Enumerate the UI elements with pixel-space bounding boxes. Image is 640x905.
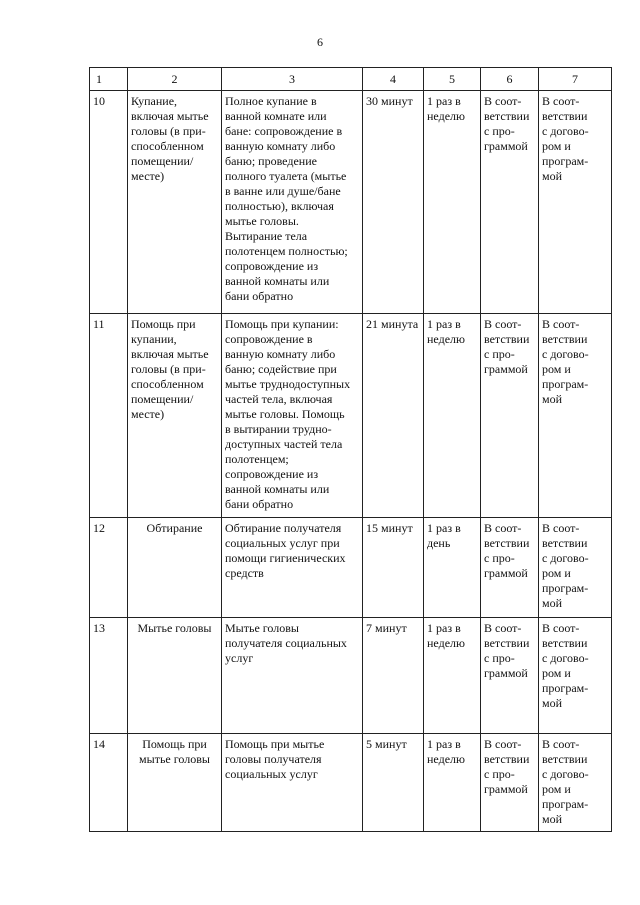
time-norm-cell: 5 минут — [363, 734, 424, 832]
frequency-cell: 1 раз в неделю — [424, 734, 481, 832]
program-cell: В соот- ветствии с про- граммой — [481, 734, 539, 832]
contract-cell: В соот- ветствии с догово- ром и програм- мой — [539, 618, 612, 734]
time-norm-cell: 15 минут — [363, 518, 424, 618]
service-description-cell: Полное купание в ванной комнате или бане: сопровождение в ванную комнату либо баню; проведение полного туалета (мытье в ванне или душе/бане полностью), включая мытье головы. Вытирание тела полотенцем полностью; сопровождение из ванной комнаты или бани обратно — [222, 91, 363, 314]
table-row — [90, 91, 612, 314]
frequency-cell: 1 раз в день — [424, 518, 481, 618]
service-description-cell: Обтирание получателя социальных услуг при помощи гигиенических средств — [222, 518, 363, 618]
service-name-cell: Мытье головы — [128, 618, 222, 734]
services-table — [89, 67, 612, 832]
header-cell-7: 7 — [539, 68, 612, 91]
service-name-cell: Помощь при купании, включая мытье головы (в при- способленном помещении/ месте) — [128, 314, 222, 518]
header-cell-4: 4 — [363, 68, 424, 91]
contract-cell: В соот- ветствии с догово- ром и програм- мой — [539, 314, 612, 518]
program-cell: В соот- ветствии с про- граммой — [481, 518, 539, 618]
header-cell-3: 3 — [222, 68, 363, 91]
table-row — [90, 314, 612, 518]
table-row — [90, 518, 612, 618]
header-cell-5: 5 — [424, 68, 481, 91]
service-name-cell: Обтирание — [128, 518, 222, 618]
program-cell: В соот- ветствии с про- граммой — [481, 91, 539, 314]
table-row — [90, 618, 612, 734]
row-number-cell: 13 — [90, 618, 128, 734]
time-norm-cell: 21 минута — [363, 314, 424, 518]
table-header-row — [90, 68, 612, 91]
program-cell: В соот- ветствии с про- граммой — [481, 618, 539, 734]
service-description-cell: Помощь при мытье головы получателя социальных услуг — [222, 734, 363, 832]
time-norm-cell: 30 минут — [363, 91, 424, 314]
program-cell: В соот- ветствии с про- граммой — [481, 314, 539, 518]
contract-cell: В соот- ветствии с догово- ром и програм- мой — [539, 518, 612, 618]
frequency-cell: 1 раз в неделю — [424, 91, 481, 314]
service-name-cell: Помощь при мытье головы — [128, 734, 222, 832]
frequency-cell: 1 раз в неделю — [424, 314, 481, 518]
row-number-cell: 12 — [90, 518, 128, 618]
row-number-cell: 14 — [90, 734, 128, 832]
frequency-cell: 1 раз в неделю — [424, 618, 481, 734]
service-description-cell: Мытье головы получателя социальных услуг — [222, 618, 363, 734]
service-description-cell: Помощь при купании: сопровождение в ванную комнату либо баню; содействие при мытье труднодоступных частей тела, включая мытье головы. Помощь в вытирании трудно- доступных частей тела полотенцем; сопровождение из ванной комнаты или бани обратно — [222, 314, 363, 518]
service-name-cell: Купание, включая мытье головы (в при- способленном помещении/ месте) — [128, 91, 222, 314]
header-cell-1: 1 — [90, 68, 128, 91]
table-row — [90, 734, 612, 832]
contract-cell: В соот- ветствии с догово- ром и програм- мой — [539, 734, 612, 832]
row-number-cell: 11 — [90, 314, 128, 518]
contract-cell: В соот- ветствии с догово- ром и програм- мой — [539, 91, 612, 314]
header-cell-2: 2 — [128, 68, 222, 91]
time-norm-cell: 7 минут — [363, 618, 424, 734]
row-number-cell: 10 — [90, 91, 128, 314]
header-cell-6: 6 — [481, 68, 539, 91]
page-number: 6 — [317, 35, 323, 49]
